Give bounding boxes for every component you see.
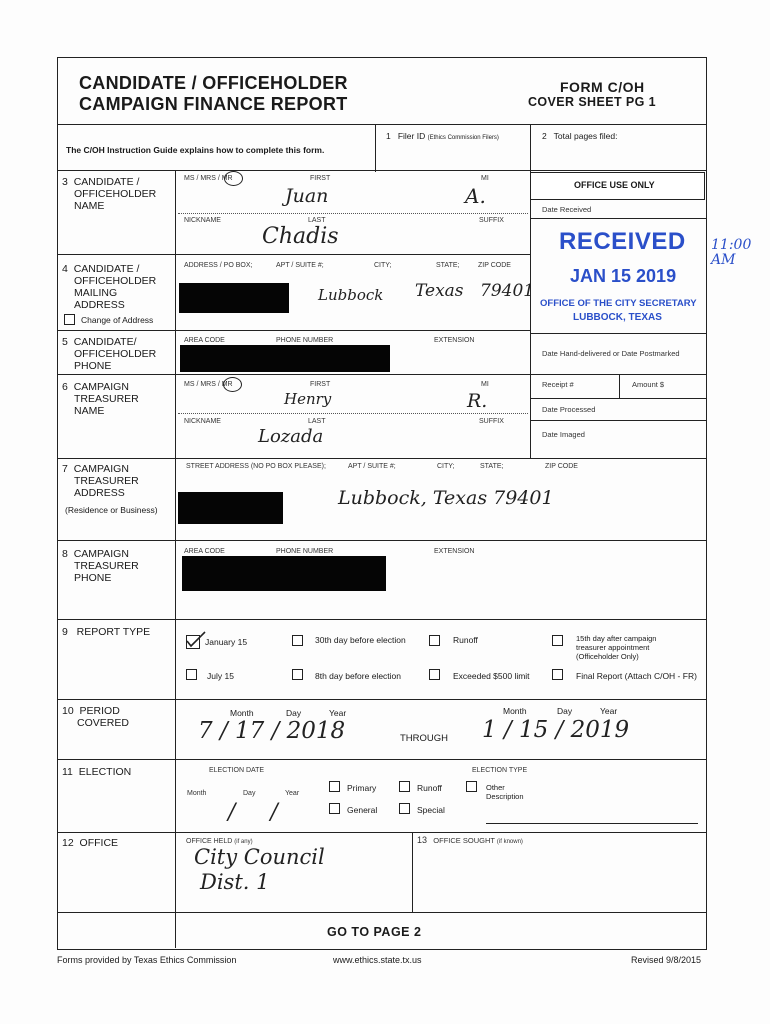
office-use-title: OFFICE USE ONLY <box>574 180 655 190</box>
treasurer-middle-initial[interactable]: R. <box>467 390 488 412</box>
primary-label: Primary <box>347 783 377 793</box>
redacted-candidate-phone <box>180 345 390 372</box>
sec10-from-year: Year <box>329 708 347 718</box>
office-held-line2[interactable]: Dist. 1 <box>200 870 270 894</box>
jan15-label: January 15 <box>205 637 248 647</box>
receipt-label: Receipt # <box>542 380 574 389</box>
cover-sheet-label: COVER SHEET PG 1 <box>528 95 656 109</box>
sec5-extension-label: EXTENSION <box>434 337 475 344</box>
sec3-suffix-label: SUFFIX <box>479 217 504 224</box>
sec8-area-code-label: AREA CODE <box>184 548 225 555</box>
sec3-label: 3 CANDIDATE / OFFICEHOLDER NAME <box>62 176 157 212</box>
jan15-checkbox[interactable] <box>186 635 200 649</box>
period-to-date[interactable]: 1 / 15 / 2019 <box>482 717 630 743</box>
sec11-day-label: Day <box>243 790 256 797</box>
sec3-ms-mrs: MS / MRS / MR <box>184 175 233 182</box>
sec6-suffix-label: SUFFIX <box>479 418 504 425</box>
30day-checkbox[interactable] <box>292 635 303 646</box>
total-pages-field[interactable] <box>542 143 702 165</box>
sec4-state-label: STATE; <box>436 262 460 269</box>
received-stamp: RECEIVED <box>559 228 686 255</box>
15day-label: 15th day after campaign treasurer appointment (Officeholder Only) <box>576 634 657 661</box>
received-stamp-city: LUBBOCK, TEXAS <box>573 312 662 323</box>
go-to-page-2: GO TO PAGE 2 <box>327 925 422 939</box>
sec10-to-month: Month <box>503 706 527 716</box>
date-processed-label: Date Processed <box>542 405 596 414</box>
general-checkbox[interactable] <box>329 803 340 814</box>
redacted-candidate-address <box>179 283 289 313</box>
sec11-label: 11 ELECTION <box>62 766 132 778</box>
footer-revised: Revised 9/8/2015 <box>631 955 702 965</box>
sec10-from-day: Day <box>286 708 302 718</box>
candidate-state[interactable]: Texas <box>415 281 464 301</box>
sec7-label: 7 CAMPAIGN TREASURER ADDRESS <box>62 463 139 499</box>
runoff-report-checkbox[interactable] <box>429 635 440 646</box>
sec7-city-label: CITY; <box>437 463 455 470</box>
sec5-label: 5 CANDIDATE/ OFFICEHOLDER PHONE <box>62 336 157 372</box>
form-title-line1: CANDIDATE / OFFICEHOLDER <box>79 73 348 93</box>
office-sought-field[interactable] <box>417 850 702 908</box>
sec6-last-label: LAST <box>308 418 326 425</box>
sec10-from-month: Month <box>230 708 254 718</box>
election-runoff-label: Runoff <box>417 783 442 793</box>
instruction-text: The C/OH Instruction Guide explains how to complete this form. <box>66 145 325 155</box>
8day-checkbox[interactable] <box>292 669 303 680</box>
sec12-label: 12 OFFICE <box>62 837 119 849</box>
other-label: Other Description <box>486 783 524 801</box>
redacted-treasurer-phone <box>182 556 386 591</box>
filer-id-label: 1 Filer ID (Ethics Commission Filers) <box>386 131 499 141</box>
sec6-label: 6 CAMPAIGN TREASURER NAME <box>62 381 139 417</box>
redacted-treasurer-address <box>178 492 283 524</box>
sec11-month-label: Month <box>187 790 207 797</box>
candidate-first-name[interactable]: Juan <box>285 185 329 207</box>
sec6-nickname-label: NICKNAME <box>184 418 221 425</box>
sec6-mr-circle <box>223 377 242 392</box>
sec7-state-label: STATE; <box>480 463 504 470</box>
treasurer-last-name[interactable]: Lozada <box>258 426 324 447</box>
through-label: THROUGH <box>400 733 449 744</box>
office-sought-label: 13 OFFICE SOUGHT (if known) <box>417 835 523 845</box>
treasurer-city-state-zip[interactable]: Lubbock, Texas 79401 <box>338 487 554 509</box>
primary-checkbox[interactable] <box>329 781 340 792</box>
special-checkbox[interactable] <box>399 803 410 814</box>
checkmark-icon <box>185 631 207 649</box>
sec10-to-day: Day <box>557 706 573 716</box>
sec7-zip-label: ZIP CODE <box>545 463 578 470</box>
office-held-line1[interactable]: City Council <box>194 845 325 869</box>
special-label: Special <box>417 805 445 815</box>
jul15-checkbox[interactable] <box>186 669 197 680</box>
sec4-address-label: ADDRESS / PO BOX; <box>184 262 253 269</box>
filer-id-field[interactable] <box>386 143 526 165</box>
sec4-label: 4 CANDIDATE / OFFICEHOLDER MAILING ADDRESS <box>62 263 157 311</box>
sec3-mr-circle <box>224 171 243 186</box>
sec3-last-label: LAST <box>308 217 326 224</box>
sec10-to-year: Year <box>600 706 618 716</box>
exceeded-checkbox[interactable] <box>429 669 440 680</box>
sec5-phone-label: PHONE NUMBER <box>276 337 334 344</box>
sec9-label: 9 REPORT TYPE <box>62 626 151 638</box>
change-of-address-label: Change of Address <box>81 315 154 325</box>
sec3-first-label: FIRST <box>310 175 331 182</box>
amount-label: Amount $ <box>632 380 665 389</box>
candidate-city[interactable]: Lubbock <box>318 286 384 304</box>
date-hand-delivered-label: Date Hand-delivered or Date Postmarked <box>542 349 680 358</box>
exceeded-label: Exceeded $500 limit <box>453 671 530 681</box>
sec10-label: 10 PERIOD COVERED <box>62 705 129 729</box>
sec3-nickname-label: NICKNAME <box>184 217 221 224</box>
30day-label: 30th day before election <box>315 635 406 645</box>
candidate-last-name[interactable]: Chadis <box>262 224 339 249</box>
election-date-label: ELECTION DATE <box>209 767 265 774</box>
sec8-extension-label: EXTENSION <box>434 548 475 555</box>
office-held-label: OFFICE HELD (if any) <box>186 838 253 845</box>
sec5-area-code-label: AREA CODE <box>184 337 225 344</box>
other-checkbox[interactable] <box>466 781 477 792</box>
sec7-residence-label: (Residence or Business) <box>65 505 158 515</box>
candidate-zip[interactable]: 79401 <box>480 281 535 301</box>
election-date-field[interactable]: / / <box>228 800 278 825</box>
runoff-report-label: Runoff <box>453 635 478 645</box>
change-of-address-checkbox[interactable] <box>64 314 75 325</box>
15day-checkbox[interactable] <box>552 635 563 646</box>
other-description-line[interactable] <box>486 823 698 824</box>
date-imaged-label: Date Imaged <box>542 430 585 439</box>
8day-label: 8th day before election <box>315 671 402 681</box>
sec4-city-label: CITY; <box>374 262 392 269</box>
total-pages-label: 2 Total pages filed: <box>542 131 618 141</box>
date-received-label: Date Received <box>542 205 592 214</box>
form-name: FORM C/OH <box>560 79 645 95</box>
election-type-label: ELECTION TYPE <box>472 767 528 774</box>
sec6-ms-mrs: MS / MRS / MR <box>184 381 233 388</box>
received-stamp-date: JAN 15 2019 <box>570 266 677 286</box>
sec8-phone-label: PHONE NUMBER <box>276 548 334 555</box>
election-runoff-checkbox[interactable] <box>399 781 410 792</box>
handwritten-time: 11:00 AM <box>711 237 752 268</box>
sec7-street-label: STREET ADDRESS (NO PO BOX PLEASE); <box>186 463 326 470</box>
sec6-mi-label: MI <box>481 381 489 388</box>
treasurer-first-name[interactable]: Henry <box>284 390 332 408</box>
final-report-checkbox[interactable] <box>552 669 563 680</box>
footer-provided-by: Forms provided by Texas Ethics Commission <box>57 955 237 965</box>
footer-url[interactable]: www.ethics.state.tx.us <box>333 955 422 965</box>
final-report-label: Final Report (Attach C/OH - FR) <box>576 671 697 681</box>
received-stamp-office: OFFICE OF THE CITY SECRETARY <box>540 298 697 309</box>
sec4-apt-label: APT / SUITE #; <box>276 262 324 269</box>
jul15-label: July 15 <box>207 671 234 681</box>
candidate-middle-initial[interactable]: A. <box>465 184 486 208</box>
sec8-label: 8 CAMPAIGN TREASURER PHONE <box>62 548 139 584</box>
sec4-zip-label: ZIP CODE <box>478 262 511 269</box>
form-title-line2: CAMPAIGN FINANCE REPORT <box>79 94 348 114</box>
sec7-apt-label: APT / SUITE #; <box>348 463 396 470</box>
general-label: General <box>347 805 378 815</box>
sec6-first-label: FIRST <box>310 381 331 388</box>
sec11-year-label: Year <box>285 790 300 797</box>
period-from-date[interactable]: 7 / 17 / 2018 <box>198 718 346 744</box>
sec3-mi-label: MI <box>481 175 489 182</box>
